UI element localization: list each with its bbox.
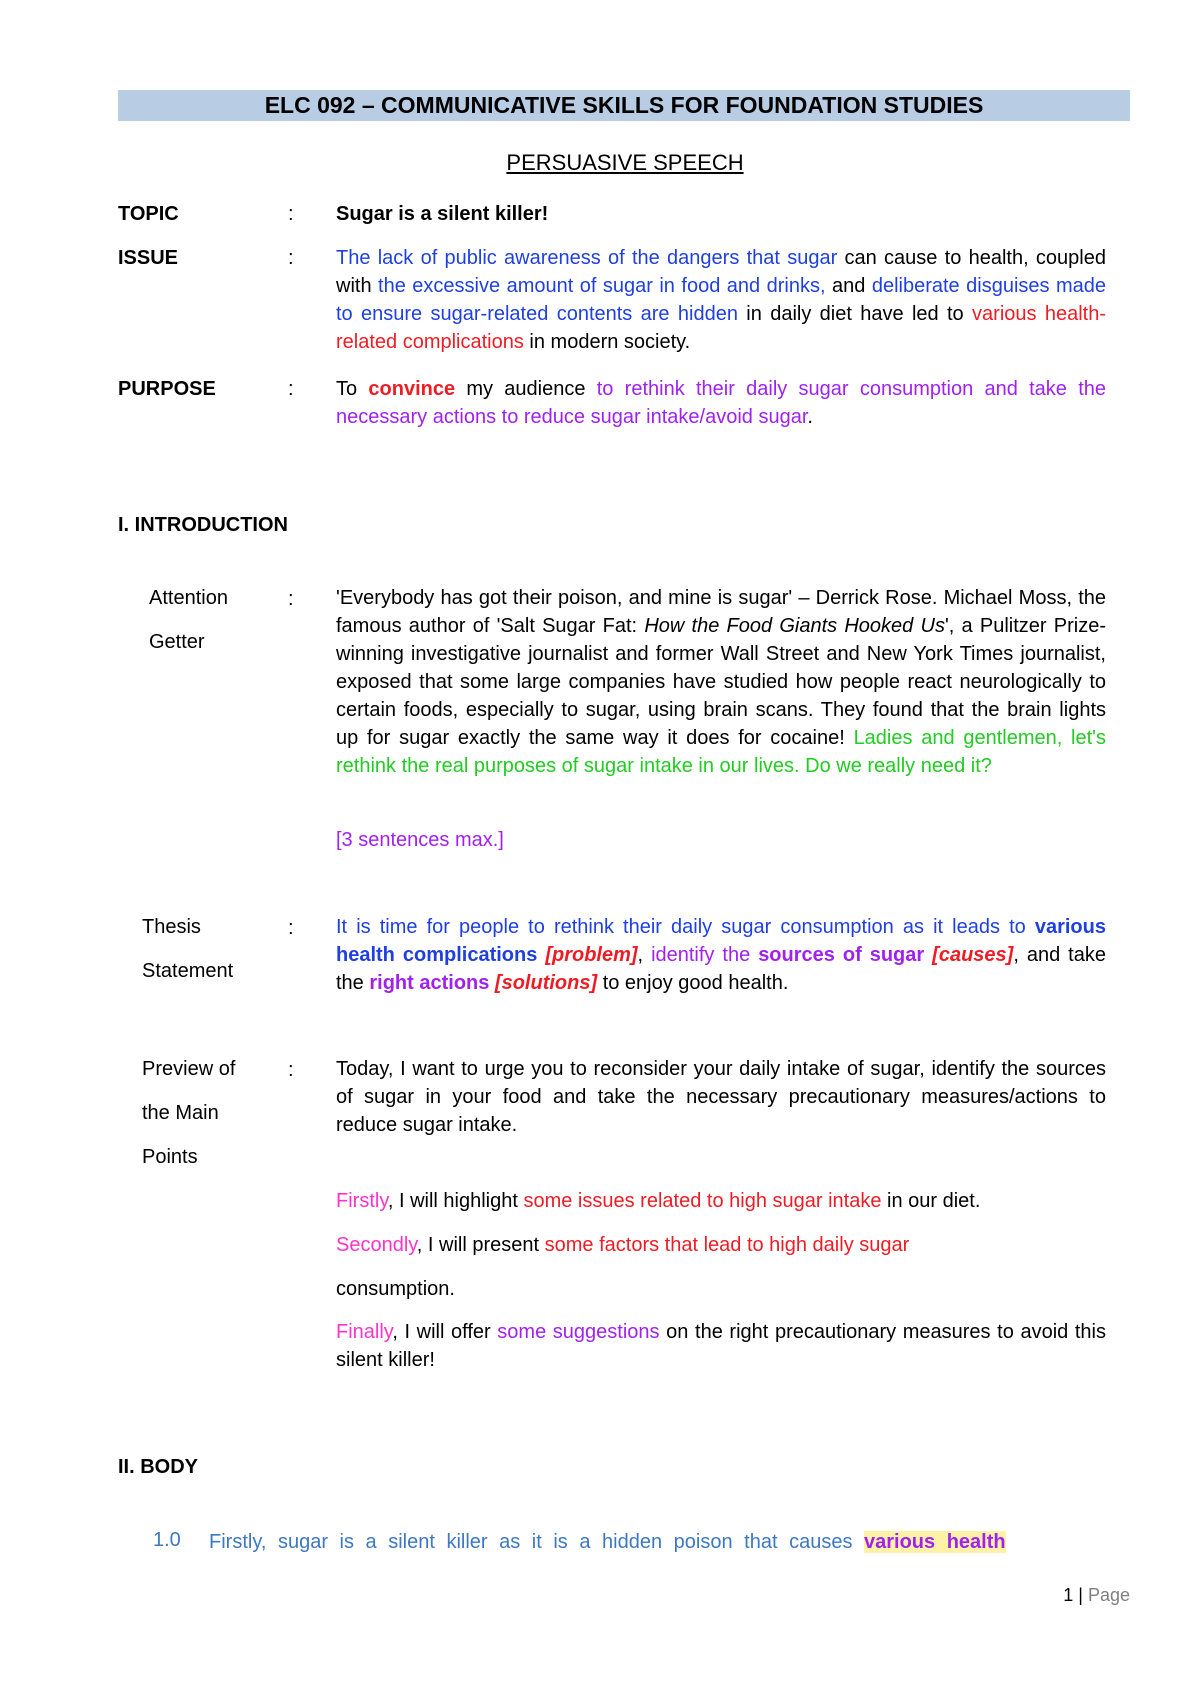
issue-part: can cause to health, coupled with (336, 247, 1106, 297)
attention-part: ', a Pulitzer Prize-winning investigative journalist and former Wall Street and New York Times journalist, exposed that some large companies have studied how people react neurologically to certain foods, especially to sugar, using brain scans. They found that the brain lights up for sugar exactly the same way it does for cocaine! (336, 615, 1106, 749)
thesis-part: right actions (369, 972, 490, 994)
issue-part: and (825, 275, 872, 297)
second-part: , I will present (416, 1234, 545, 1256)
body-point-number: 1.0 (153, 1529, 181, 1551)
preview-colon: : (288, 1059, 294, 1081)
preview-second-continued: consumption. (336, 1278, 455, 1300)
thesis-part: [solutions] (489, 972, 598, 994)
signpost-secondly: Secondly (336, 1234, 417, 1256)
attention-part: Ladies and gentlemen, let's rethink the real purposes of sugar intake in our lives. Do we really need it? (336, 727, 1107, 777)
page-label: Page (1087, 1585, 1130, 1605)
body-point-part: Firstly, sugar is a silent killer as it is a hidden poison that causes (209, 1531, 864, 1553)
signpost-firstly: Firstly (336, 1190, 388, 1212)
course-title: ELC 092 – COMMUNICATIVE SKILLS FOR FOUNDATION STUDIES (264, 92, 984, 118)
thesis-label (142, 905, 233, 993)
thesis-text (336, 913, 1106, 997)
final-part: , I will offer (392, 1321, 498, 1343)
issue-label: ISSUE (118, 247, 179, 269)
issue-part: The lack of public awareness of the dangers that sugar (336, 247, 838, 269)
attention-colon: : (288, 588, 294, 610)
preview-label-line: the Main (142, 1102, 219, 1124)
issue-colon: : (288, 247, 294, 269)
issue-part: the excessive amount of sugar in food and drinks, (378, 275, 826, 297)
first-part: , I will highlight (387, 1190, 524, 1212)
thesis-part: [problem] (537, 944, 638, 966)
attention-label-line: Attention (149, 587, 228, 609)
thesis-part: various health complications (336, 916, 1106, 966)
thesis-label-line: Thesis (142, 916, 201, 938)
attention-part: 'Everybody has got their poison, and mine is sugar' – Derrick Rose. Michael Moss, the famous author of 'Salt Sugar Fat: (336, 587, 1106, 637)
final-part: some suggestions (497, 1321, 660, 1343)
preview-intro: Today, I want to urge you to reconsider your daily intake of sugar, identify the sources of sugar in your food and take the necessary precautionary measures/actions to reduce sugar intake. (336, 1058, 1106, 1136)
second-part: some factors that lead to high daily sugar (544, 1234, 910, 1256)
purpose-label: PURPOSE (118, 378, 216, 400)
body-point-text (209, 1528, 1106, 1556)
purpose-part: to rethink their daily sugar consumption and take the necessary actions to reduce sugar intake/avoid sugar (336, 378, 1106, 428)
topic-label: TOPIC (118, 203, 179, 225)
final-part: on the right precautionary measures to avoid this silent killer! (336, 1321, 1106, 1371)
preview-label-line: Preview of (142, 1058, 236, 1080)
attention-note: [3 sentences max.] (336, 829, 504, 851)
purpose-part: . (807, 406, 813, 428)
issue-text (336, 244, 1106, 356)
issue-part: deliberate disguises made to ensure sugar-related contents are hidden (336, 275, 1106, 325)
preview-second-point (336, 1234, 909, 1257)
thesis-part: , (637, 944, 652, 966)
page-separator: | (1073, 1585, 1088, 1605)
purpose-part: To (336, 378, 369, 400)
purpose-part: my audience (455, 378, 597, 400)
issue-part: various health-related complications (336, 303, 1106, 353)
body-heading: II. BODY (118, 1456, 199, 1478)
thesis-part: [causes] (924, 944, 1014, 966)
document-subtitle: PERSUASIVE SPEECH (506, 150, 744, 175)
body-point-highlight: various health (864, 1531, 1006, 1553)
purpose-part: convince (368, 378, 456, 400)
preview-label-line: Points (142, 1146, 198, 1168)
first-part: some issues related to high sugar intake (523, 1190, 882, 1212)
thesis-colon: : (288, 917, 294, 939)
book-title: How the Food Giants Hooked Us (644, 615, 945, 637)
page-footer (1063, 1585, 1130, 1606)
thesis-part: to enjoy good health. (597, 972, 789, 994)
title-banner (118, 90, 1130, 121)
issue-part: in daily diet have led to (737, 303, 973, 325)
thesis-label-line: Statement (142, 960, 234, 982)
signpost-finally: Finally (336, 1321, 393, 1343)
topic-colon: : (288, 203, 294, 225)
first-part: in our diet. (881, 1190, 981, 1212)
attention-label (149, 576, 228, 664)
preview-final-point (336, 1318, 1106, 1374)
thesis-part: , and take the (336, 944, 1106, 994)
preview-label (142, 1047, 235, 1179)
attention-label-line: Getter (149, 631, 205, 653)
page-number: 1 (1063, 1585, 1074, 1605)
thesis-part: identify the (651, 944, 759, 966)
introduction-heading: I. INTRODUCTION (118, 514, 288, 536)
purpose-colon: : (288, 378, 294, 400)
purpose-text (336, 375, 1106, 431)
thesis-part: sources of sugar (758, 944, 925, 966)
attention-text (336, 584, 1106, 780)
issue-part: in modern society. (523, 331, 691, 353)
preview-first-point (336, 1190, 980, 1213)
thesis-part: It is time for people to rethink their daily sugar consumption as it leads to (336, 916, 1035, 938)
topic-value: Sugar is a silent killer! (336, 203, 549, 225)
